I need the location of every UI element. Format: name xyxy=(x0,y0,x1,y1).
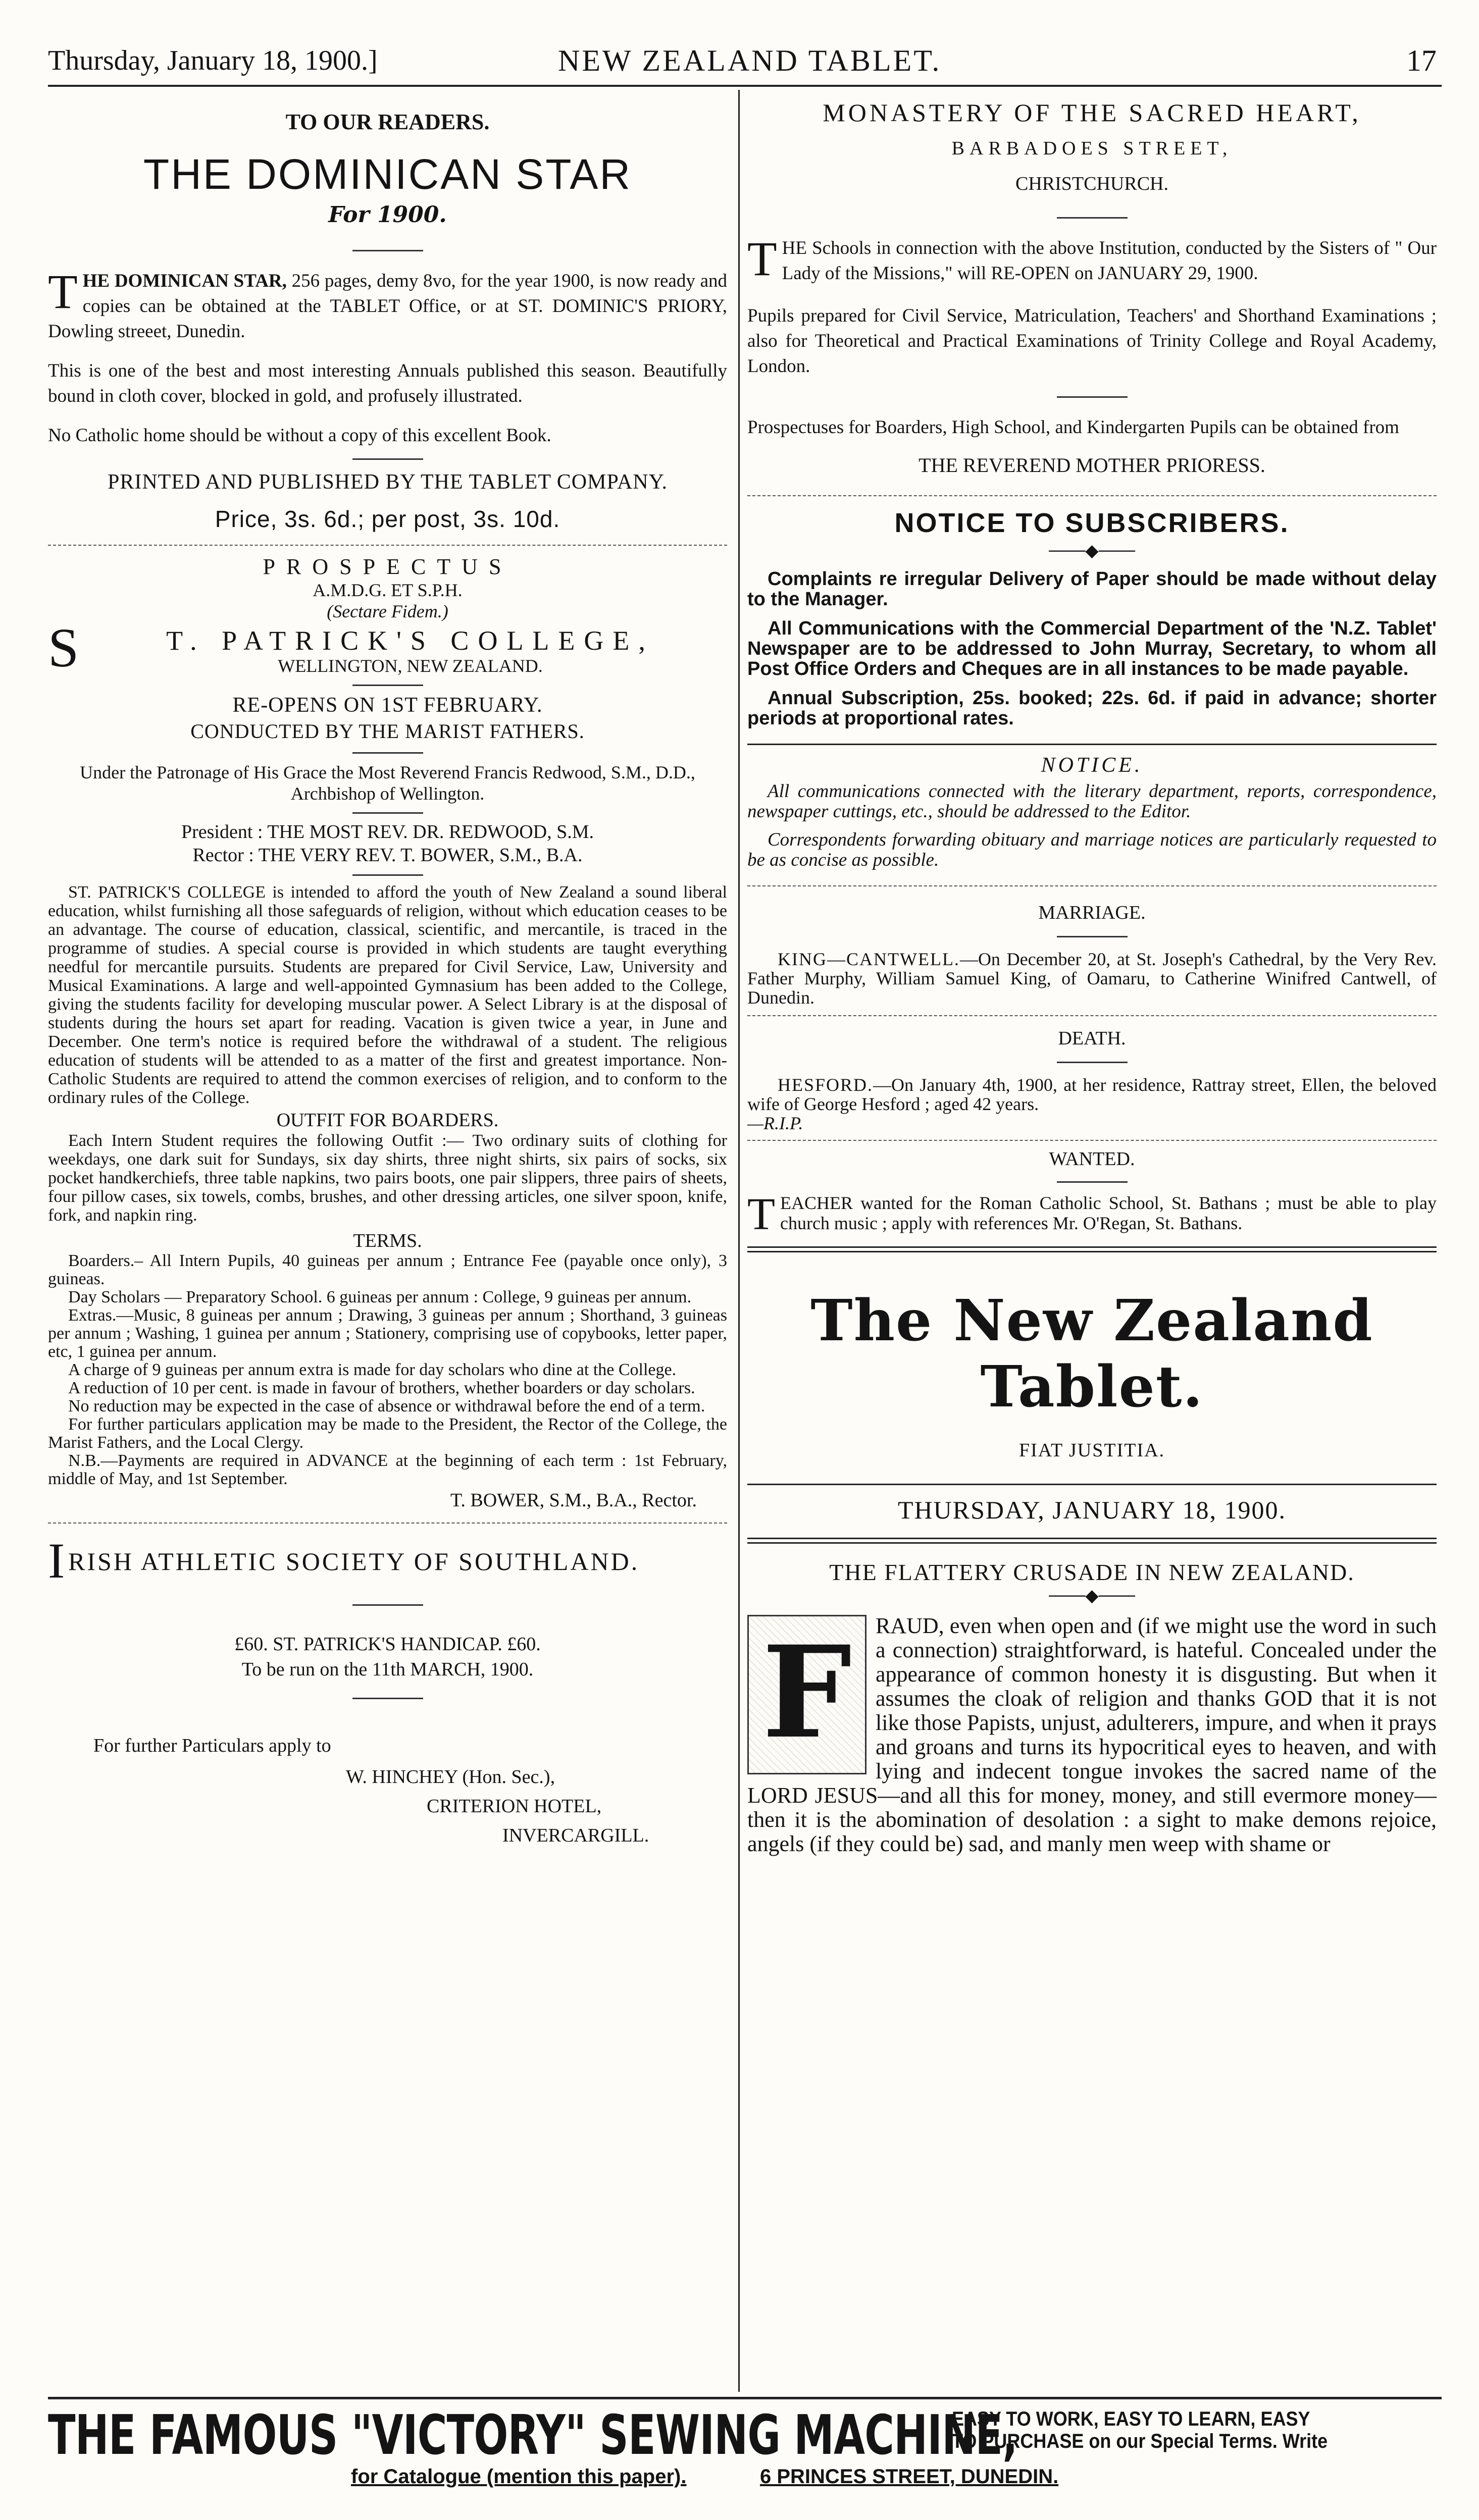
section-divider xyxy=(48,1522,727,1524)
advert-headline: THE FAMOUS "VICTORY" SEWING MACHINE, xyxy=(48,2404,1017,2467)
divider xyxy=(352,1698,423,1699)
prioress-signature: THE REVEREND MOTHER PRIORESS. xyxy=(919,454,1265,477)
header-title: NEW ZEALAND TABLET. xyxy=(558,44,942,77)
motto: A.M.D.G. ET S.P.H. xyxy=(313,580,463,600)
divider xyxy=(747,1538,1437,1539)
divider xyxy=(352,874,423,876)
terms-list xyxy=(48,1252,727,1488)
divider xyxy=(1057,217,1128,219)
president-line: President : THE MOST REV. DR. REDWOOD, S.M. xyxy=(181,821,594,843)
editor-notice xyxy=(747,753,1437,870)
death-text: HESFORD.—On January 4th, 1900, at her residence, Rattray street, Ellen, the beloved wife of George Hesford ; aged 42 years. xyxy=(747,1075,1437,1114)
terms-heading: TERMS. xyxy=(353,1230,422,1251)
terms-item: N.B.—Payments are required in ADVANCE at the beginning of each term : 1st February, middle of May, and 1st September. xyxy=(48,1451,727,1488)
rip-line: —R.I.P. xyxy=(747,1113,803,1133)
death-notice xyxy=(747,1027,1437,1133)
rector-signature: T. BOWER, S.M., B.A., Rector. xyxy=(450,1490,697,1511)
column-divider xyxy=(738,90,740,2392)
header-rule xyxy=(48,85,1442,87)
advert-address: 6 PRINCES STREET, DUNEDIN. xyxy=(760,2465,1059,2488)
irish-athletic-notice xyxy=(48,1533,727,1847)
marriage-notice xyxy=(747,902,1437,1007)
subscribers-paragraph-3: Annual Subscription, 25s. booked; 22s. 6d. if paid in advance; shorter periods at proportional rates. xyxy=(747,688,1437,729)
drop-cap-s: S xyxy=(48,617,79,678)
handicap-line: £60. ST. PATRICK'S HANDICAP. £60. xyxy=(234,1634,541,1655)
college-location: WELLINGTON, NEW ZEALAND. xyxy=(278,656,543,676)
irish-title-block xyxy=(48,1533,727,1589)
divider xyxy=(747,1484,1437,1485)
st-patricks-prospectus xyxy=(48,554,727,1511)
section-divider xyxy=(48,545,727,546)
diamond-ornament: ───◆─── xyxy=(1049,1587,1135,1605)
advert-catalogue: for Catalogue (mention this paper). xyxy=(351,2465,687,2488)
notice-title: NOTICE. xyxy=(1041,754,1143,777)
rector-line: Rector : THE VERY REV. T. BOWER, S.M., B.A. xyxy=(192,845,583,866)
apply-line: For further Particulars apply to xyxy=(93,1735,331,1756)
monastery-title: MONASTERY OF THE SACRED HEART, xyxy=(823,98,1361,127)
printed-by: PRINTED AND PUBLISHED BY THE TABLET COMPANY. xyxy=(107,470,668,494)
prospectus-heading: PROSPECTUS xyxy=(263,554,513,579)
hotel-name: CRITERION HOTEL, xyxy=(427,1796,602,1817)
terms-item: A reduction of 10 per cent. is made in favour of brothers, whether boarders or day scholars. xyxy=(68,1379,695,1397)
marriage-text: KING—CANTWELL.—On December 20, at St. Joseph's Cathedral, by the Very Rev. Father Murphy, William Samuel King, of Oamaru, to Catherine Winifred Cantwell, of Dunedin. xyxy=(747,949,1437,1008)
wanted-notice xyxy=(747,1148,1437,1239)
section-divider xyxy=(747,1140,1437,1141)
divider xyxy=(1057,936,1128,937)
terms-item: For further particulars application may be made to the President, the Rector of the College, the Marist Fathers, and the Local Clergy. xyxy=(48,1415,727,1452)
drop-cap-t: T xyxy=(747,232,777,286)
divider xyxy=(352,685,423,686)
section-divider xyxy=(747,1015,1437,1016)
divider xyxy=(352,812,423,814)
outfit-heading: OUTFIT FOR BOARDERS. xyxy=(276,1110,499,1131)
monastery-notice xyxy=(747,98,1437,477)
sewing-machine-advert xyxy=(48,2404,1442,2510)
section-divider xyxy=(747,885,1437,886)
monastery-city: CHRISTCHURCH. xyxy=(1015,173,1168,194)
section-divider xyxy=(747,495,1437,496)
dominican-star-subtitle: For 1900. xyxy=(328,202,447,228)
death-title: DEATH. xyxy=(1058,1028,1126,1049)
divider xyxy=(352,1604,423,1606)
left-column xyxy=(48,91,727,1847)
wanted-text: TEACHER wanted for the Roman Catholic School, St. Bathans ; must be able to play church music ; apply with references Mr. O'Regan, St. Bathans. xyxy=(747,1189,1437,1239)
dominican-star-title: THE DOMINICAN STAR xyxy=(143,150,632,198)
drop-cap-i: I xyxy=(48,1533,65,1589)
monastery-paragraph-3: Prospectuses for Boarders, High School, and Kindergarten Pupils can be obtained from xyxy=(747,417,1399,438)
college-name: T. PATRICK'S COLLEGE, xyxy=(166,625,654,656)
terms-item: Extras.—Music, 8 guineas per annum ; Drawing, 3 guineas per annum ; Shorthand, 3 guineas per annum ; Washing, 1 guinea per annum ; Stationery, comprising use of copybooks, letter paper, etc, 1 guinea per annum. xyxy=(48,1306,727,1361)
terms-item: A charge of 9 guineas per annum extra is made for day scholars who dine at the College. xyxy=(68,1360,677,1379)
divider xyxy=(747,1542,1437,1544)
editorial-title: THE FLATTERY CRUSADE IN NEW ZEALAND. xyxy=(829,1559,1355,1585)
dominican-paragraph-1: THE DOMINICAN STAR, 256 pages, demy 8vo, for the year 1900, is now ready and copies can be obtained at the TABLET Office, or at ST. DOMINIC'S PRIORY, Dowling streeet, Dunedin. xyxy=(48,265,727,342)
section-divider xyxy=(747,1251,1437,1252)
notice-paragraph-2: Correspondents forwarding obituary and marriage notices are particularly requested to be as concise as possible. xyxy=(747,829,1437,870)
dominican-paragraph-3: No Catholic home should be without a copy of this excellent Book. xyxy=(48,425,551,446)
advert-top-rule xyxy=(48,2397,1442,2399)
editorial-text: F RAUD, even when open and (if we might use the word in such a connection) straightforward, is hateful. Concealed under the appearance of common honesty it is disgusting. But when it assumes the cloak of religion and thanks GOD that it is not like those Papists, unjust, adulterers, impure, and when it prays and groans and turns its hypocritical eyes to heaven, and with lying and indecent tongue invokes the sacred name of the LORD JESUS—and all this for money, money, and still evermore money—then it is the abomination of desolation : a sight to make demons rejoice, angels (if they could be) sad, and manly men weep with shame or xyxy=(747,1613,1437,1856)
motto-latin: (Sectare Fidem.) xyxy=(327,601,448,621)
right-column xyxy=(747,91,1437,1856)
dominican-paragraph-2: This is one of the best and most interesting Annuals published this season. Beautifully bound in cloth cover, blocked in gold, and profusely illustrated. xyxy=(48,360,727,406)
wanted-title: WANTED. xyxy=(1049,1148,1135,1170)
irish-title: RISH ATHLETIC SOCIETY OF SOUTHLAND. xyxy=(68,1547,640,1576)
subscribers-paragraph-1: Complaints re irregular Delivery of Paper should be made without delay to the Manager. xyxy=(747,568,1437,610)
monastery-paragraph-2: Pupils prepared for Civil Service, Matriculation, Teachers' and Shorthand Examinations ; also for Theoretical and Practical Examinations of Trinity College and Royal Academy, London. xyxy=(747,305,1437,377)
diamond-ornament: ───◆─── xyxy=(1049,542,1135,560)
subscribers-paragraph-2: All Communications with the Commercial Department of the 'N.Z. Tablet' Newspaper are to be addressed to John Murray, Secretary, to whom all Post Office Orders and Cheques are in all instances to be made payable. xyxy=(747,618,1437,679)
town-name: INVERCARGILL. xyxy=(502,1825,649,1846)
masthead-date: THURSDAY, JANUARY 18, 1900. xyxy=(898,1496,1286,1524)
divider xyxy=(352,250,423,251)
editorial xyxy=(747,1559,1437,1856)
secretary-name: W. HINCHEY (Hon. Sec.), xyxy=(346,1766,555,1788)
masthead-title: The New Zealand Tablet. xyxy=(810,1288,1373,1420)
subscribers-notice xyxy=(747,507,1437,728)
notice-paragraph-1: All communications connected with the literary department, reports, correspondence, newspaper cuttings, etc., should be addressed to the Editor. xyxy=(747,781,1437,822)
terms-item: No reduction may be expected in the case of absence or withdrawal before the end of a term. xyxy=(68,1397,705,1415)
header-date: Thursday, January 18, 1900.] xyxy=(48,45,378,76)
dominican-star-notice xyxy=(48,109,727,533)
divider xyxy=(1057,1062,1128,1063)
price-line: Price, 3s. 6d.; per post, 3s. 10d. xyxy=(215,506,560,532)
advert-line-2: TO PURCHASE on our Special Terms. Write xyxy=(952,2430,1328,2452)
monastery-street: BARBADOES STREET, xyxy=(951,138,1233,159)
terms-item: Boarders.– All Intern Pupils, 40 guineas per annum ; Entrance Fee (payable once only), 3 guineas. xyxy=(48,1251,727,1288)
terms-item: Day Scholars — Preparatory School. 6 guineas per annum : College, 9 guineas per annum. xyxy=(68,1288,692,1306)
page-header xyxy=(48,39,1442,80)
drop-cap-t: T xyxy=(747,1189,775,1239)
marriage-title: MARRIAGE. xyxy=(1038,902,1146,923)
divider xyxy=(1057,396,1128,398)
to-our-readers-heading: TO OUR READERS. xyxy=(285,110,490,134)
college-title-block xyxy=(48,617,727,678)
section-divider xyxy=(747,744,1437,745)
ornamental-drop-cap-f: F xyxy=(747,1615,866,1774)
divider xyxy=(352,752,423,754)
masthead xyxy=(747,1288,1437,1544)
divider xyxy=(1057,1181,1128,1183)
drop-cap-t: T xyxy=(48,265,78,319)
masthead-motto: FIAT JUSTITIA. xyxy=(1018,1440,1165,1461)
college-description: ST. PATRICK'S COLLEGE is intended to afford the youth of New Zealand a sound liberal education, whilst furnishing all those safeguards of religion, without which education ceases to be an advantage. The course of education, classical, scientific, and mercantile, is traced in the programme of studies. A special course is provided in which students are taught everything needful for mercantile pursuits. Students are prepared for Civil Service, Law, University and Musical Examinations. A large and well-appointed Gymnasium has been added to the College, giving the students facility for developing muscular power. A Select Library is at the disposal of students during the hours set apart for reading. Vacation is given twice a year, in June and December. One term's notice is required before the withdrawal of a student. The religious education of students will be attended to as a matter of the first and greatest importance. Non-Catholic Students are required to attend the common exercises of religion, and to conform to the ordinary rules of the College. xyxy=(48,883,727,1107)
advert-line-1: EASY TO WORK, EASY TO LEARN, EASY xyxy=(952,2408,1310,2430)
section-divider xyxy=(747,1246,1437,1248)
conducted-line: CONDUCTED BY THE MARIST FATHERS. xyxy=(190,720,585,743)
monastery-paragraph-1: THE Schools in connection with the above Institution, conducted by the Sisters of " Our Lady of the Missions," will RE-OPEN on JANUARY 29, 1900. xyxy=(747,232,1437,286)
race-date: To be run on the 11th MARCH, 1900. xyxy=(241,1659,534,1680)
subscribers-title: NOTICE TO SUBSCRIBERS. xyxy=(894,508,1290,538)
divider xyxy=(352,458,423,460)
reopens-line: RE-OPENS ON 1ST FEBRUARY. xyxy=(232,694,543,717)
outfit-text: Each Intern Student requires the following Outfit :— Two ordinary suits of clothing for weekdays, one dark suit for Sundays, six day shirts, three night shirts, six pairs of socks, six pocket handkerchiefs, three table napkins, two pairs boots, one pair slippers, three pairs of sheets, four pillow cases, six towels, combs, brushes, and other dressing articles, one silver spoon, knife, fork, and napkin ring. xyxy=(48,1131,727,1225)
page-number: 17 xyxy=(1406,44,1437,77)
patronage-line: Under the Patronage of His Grace the Most Reverend Francis Redwood, S.M., D.D., Archbishop of Wellington. xyxy=(80,762,695,804)
